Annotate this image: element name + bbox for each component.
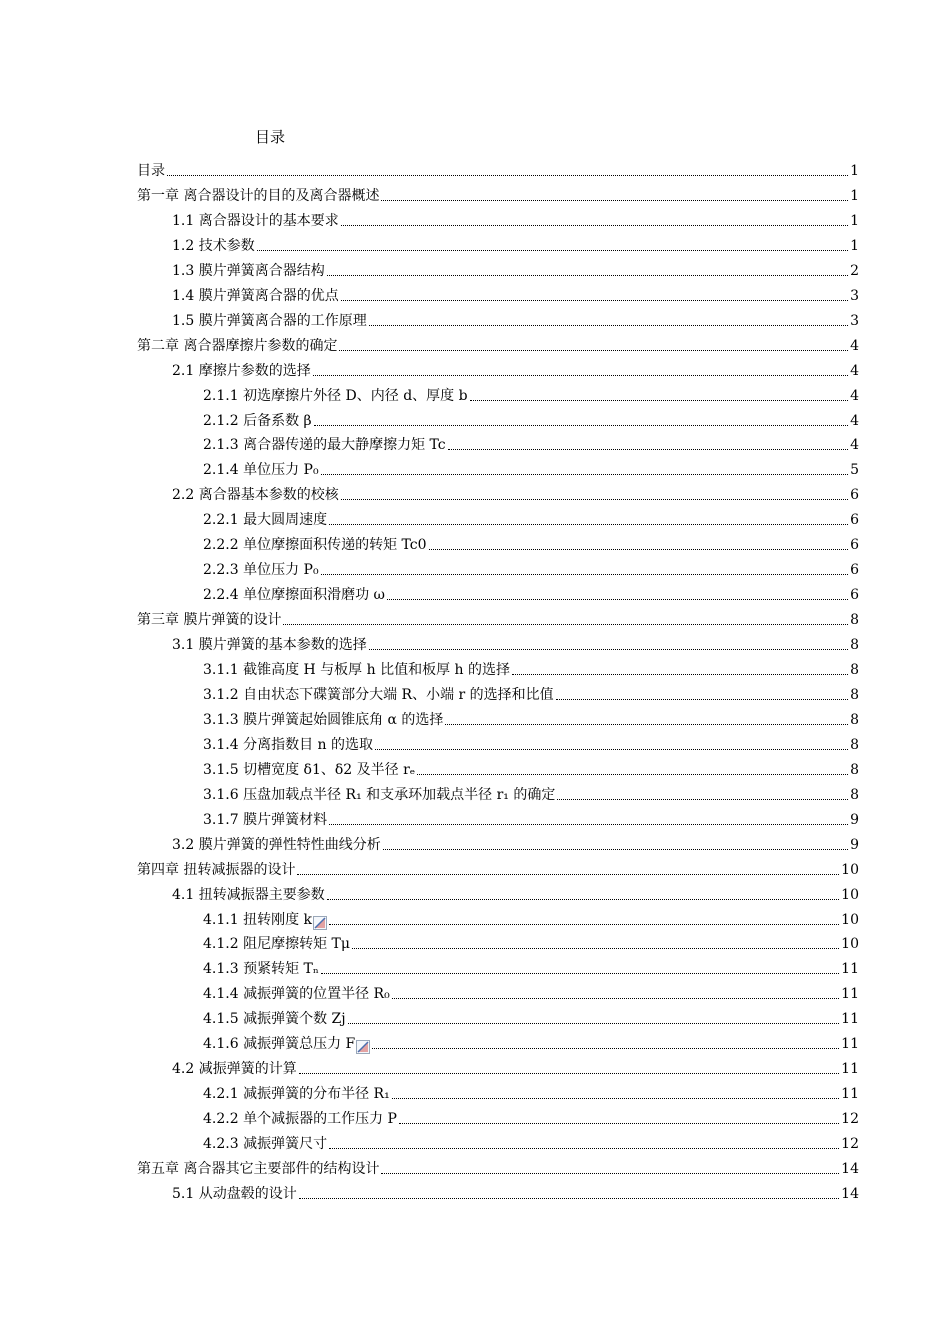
toc-entry[interactable] (203, 810, 859, 830)
toc-entry-label: 2.1 摩擦片参数的选择 (172, 362, 311, 379)
toc-entry[interactable] (137, 1159, 859, 1179)
toc-entry[interactable] (203, 934, 859, 954)
toc-entry[interactable] (137, 860, 859, 880)
dot-leader (327, 275, 848, 276)
toc-entry-label: 5.1 从动盘毂的设计 (172, 1185, 297, 1202)
toc-entry[interactable] (203, 1109, 859, 1129)
toc-entry-label: 4.2.1 减振弹簧的分布半径 R₁ (203, 1086, 390, 1103)
toc-entry[interactable] (203, 535, 859, 555)
toc-entry-page-number: 6 (850, 487, 859, 504)
formula-image-icon (356, 1040, 370, 1054)
toc-entry[interactable] (172, 286, 859, 306)
toc-entry[interactable] (203, 660, 859, 680)
toc-entry[interactable] (203, 411, 859, 431)
toc-entry[interactable] (203, 735, 859, 755)
toc-entry-page-number: 4 (850, 387, 859, 404)
dot-leader (392, 998, 839, 999)
toc-entry-label: 3.1.6 压盘加载点半径 R₁ 和支承环加载点半径 r₁ 的确定 (203, 786, 556, 803)
toc-entry-label: 1.1 离合器设计的基本要求 (172, 212, 339, 229)
toc-entry-label: 1.3 膜片弹簧离合器结构 (172, 262, 325, 279)
toc-entry-page-number: 11 (841, 1036, 859, 1053)
dot-leader (339, 350, 848, 351)
toc-entry-page-number: 6 (850, 512, 859, 529)
toc-entry-label: 3.2 膜片弹簧的弹性特性曲线分析 (172, 836, 381, 853)
toc-entry[interactable] (203, 1009, 859, 1029)
toc-entry-label: 4.1.2 阻尼摩擦转矩 Tμ (203, 936, 350, 953)
toc-entry-page-number: 8 (850, 786, 859, 803)
dot-leader (369, 325, 848, 326)
dot-leader (257, 250, 848, 251)
toc-entry[interactable] (203, 435, 859, 455)
dot-leader (341, 300, 848, 301)
dot-leader (329, 1148, 839, 1149)
dot-leader (167, 175, 848, 176)
dot-leader (313, 375, 848, 376)
dot-leader (381, 1173, 839, 1174)
toc-entry[interactable] (172, 211, 859, 231)
dot-leader (341, 225, 848, 226)
dot-leader (399, 1123, 839, 1124)
toc-entry-page-number: 4 (850, 362, 859, 379)
toc-entry[interactable] (203, 910, 859, 930)
toc-entry-label: 第一章 离合器设计的目的及离合器概述 (137, 187, 380, 204)
toc-entry-page-number: 10 (841, 861, 859, 878)
dot-leader (369, 649, 848, 650)
toc-entry-label: 第五章 离合器其它主要部件的结构设计 (137, 1161, 380, 1177)
toc-entry-label: 1.2 技术参数 (172, 237, 255, 254)
toc-entry-label: 第三章 膜片弹簧的设计 (137, 612, 282, 629)
toc-entry[interactable] (137, 610, 859, 630)
toc-entry-page-number: 11 (841, 1061, 859, 1078)
toc-entry-page-number: 10 (841, 936, 859, 953)
toc-entry-page-number: 1 (850, 212, 859, 229)
toc-entry-page-number: 1 (850, 237, 859, 254)
toc-entry[interactable] (203, 959, 859, 979)
dot-leader (470, 400, 849, 401)
toc-entry-label: 2.2.2 单位摩擦面积传递的转矩 Tc0 (203, 537, 427, 554)
dot-leader (348, 1023, 840, 1024)
toc-entry-page-number: 3 (850, 287, 859, 304)
dot-leader (321, 973, 839, 974)
dot-leader (557, 799, 848, 800)
toc-entry-page-number: 8 (850, 711, 859, 728)
toc-entry-label: 2.2 离合器基本参数的校核 (172, 487, 339, 504)
toc-entry-page-number: 6 (850, 587, 859, 604)
toc-entry-page-number: 12 (841, 1111, 859, 1128)
toc-entry[interactable] (203, 685, 859, 705)
toc-entry[interactable] (137, 186, 859, 206)
toc-entry-label: 2.1.3 离合器传递的最大静摩擦力矩 Tc (203, 437, 446, 454)
toc-entry-page-number: 9 (850, 811, 859, 828)
dot-leader (387, 599, 848, 600)
toc-entry-page-number: 11 (841, 1086, 859, 1103)
toc-entry[interactable] (172, 311, 859, 331)
toc-entry-label: 4.2.3 减振弹簧尺寸 (203, 1136, 328, 1152)
toc-entry[interactable] (203, 585, 859, 605)
dot-leader (392, 1098, 839, 1099)
dot-leader (512, 674, 848, 675)
toc-entry-label: 1.5 膜片弹簧离合器的工作原理 (172, 312, 367, 329)
dot-leader (299, 1198, 839, 1199)
toc-entry-page-number: 1 (850, 163, 859, 179)
toc-entry-page-number: 6 (850, 562, 859, 579)
dot-leader (341, 499, 848, 500)
toc-entry-label: 3.1.7 膜片弹簧材料 (203, 811, 328, 828)
toc-entry[interactable] (203, 984, 859, 1004)
toc-entry-page-number: 4 (850, 412, 859, 429)
toc-entry-label: 3.1.3 膜片弹簧起始圆锥底角 α 的选择 (203, 711, 444, 728)
dot-leader (321, 574, 849, 575)
toc-entry-label: 4.1.6 减振弹簧总压力 F (203, 1036, 356, 1053)
toc-entry-label: 目录 (137, 163, 165, 179)
toc-entry-page-number: 4 (850, 337, 859, 354)
toc-entry[interactable] (203, 760, 859, 780)
toc-entry-label: 4.1.5 减振弹簧个数 Zj (203, 1011, 346, 1028)
toc-entry-label: 2.1.1 初选摩擦片外径 D、内径 d、厚度 b (203, 387, 468, 404)
dot-leader (445, 724, 848, 725)
toc-entry-page-number: 8 (850, 662, 859, 678)
toc-entry-label: 2.2.3 单位压力 P₀ (203, 562, 319, 579)
dot-leader (556, 699, 848, 700)
toc-title: 目录 (255, 128, 286, 146)
toc-entry-page-number: 8 (850, 761, 859, 778)
toc-entry-label: 4.1.4 减振弹簧的位置半径 R₀ (203, 986, 390, 1003)
toc-entry-page-number: 5 (850, 462, 859, 479)
toc-entry[interactable] (203, 510, 859, 530)
toc-entry[interactable] (172, 261, 859, 281)
toc-entry-page-number: 8 (850, 612, 859, 629)
toc-entry-page-number: 8 (850, 637, 859, 653)
toc-entry[interactable] (203, 560, 859, 580)
toc-entry[interactable] (203, 785, 859, 805)
toc-entry-label: 4.2 减振弹簧的计算 (172, 1061, 297, 1078)
toc-entry[interactable] (137, 336, 859, 356)
dot-leader (352, 948, 839, 949)
dot-leader (299, 1073, 839, 1074)
toc-entry-label: 3.1 膜片弹簧的基本参数的选择 (172, 637, 367, 653)
dot-leader (375, 749, 848, 750)
dot-leader (329, 824, 848, 825)
toc-entry-page-number: 3 (850, 312, 859, 329)
toc-entry-page-number: 10 (841, 886, 859, 903)
toc-entry-page-number: 9 (850, 836, 859, 853)
toc-entry[interactable] (172, 485, 859, 505)
dot-leader (448, 449, 848, 450)
toc-entry[interactable] (172, 885, 859, 905)
toc-entry-page-number: 14 (841, 1185, 859, 1202)
toc-entry-page-number: 6 (850, 537, 859, 554)
dot-leader (314, 425, 848, 426)
toc-entry-page-number: 8 (850, 736, 859, 753)
toc-entry-page-number: 11 (841, 986, 859, 1003)
toc-entry-label: 4.1.1 扭转刚度 k (203, 911, 313, 928)
toc-entry[interactable] (172, 835, 859, 855)
toc-entry-page-number: 8 (850, 686, 859, 703)
toc-entry-label: 第四章 扭转减振器的设计 (137, 861, 296, 878)
toc-entry-label: 3.1.2 自由状态下碟簧部分大端 R、小端 r 的选择和比值 (203, 686, 554, 703)
toc-entry-label: 3.1.1 截锥高度 H 与板厚 h 比值和板厚 h 的选择 (203, 662, 511, 678)
toc-entry-label: 4.2.2 单个减振器的工作压力 P (203, 1111, 397, 1128)
dot-leader (283, 624, 848, 625)
toc-entry[interactable] (203, 1034, 859, 1054)
toc-entry[interactable] (137, 161, 859, 181)
dot-leader (297, 874, 839, 875)
formula-image-icon (313, 916, 327, 930)
toc-entry-label: 4.1 扭转减振器主要参数 (172, 886, 325, 903)
toc-entry-page-number: 11 (841, 1011, 859, 1028)
toc-entry-page-number: 11 (841, 961, 859, 978)
toc-entry-label: 3.1.5 切槽宽度 δ1、δ2 及半径 rₑ (203, 761, 416, 778)
dot-leader (383, 849, 848, 850)
toc-entry-label: 2.1.2 后备系数 β (203, 412, 312, 429)
toc-entry[interactable] (203, 1084, 859, 1104)
dot-leader (321, 474, 849, 475)
toc-entry-label: 2.2.4 单位摩擦面积滑磨功 ω (203, 587, 385, 604)
toc-entry-label: 2.1.4 单位压力 P₀ (203, 462, 319, 479)
toc-entry-label: 3.1.4 分离指数目 n 的选取 (203, 736, 373, 753)
toc-entry[interactable] (203, 1134, 859, 1154)
dot-leader (372, 1048, 839, 1049)
toc-entry[interactable] (172, 635, 859, 655)
dot-leader (329, 924, 839, 925)
dot-leader (429, 549, 849, 550)
dot-leader (327, 899, 839, 900)
toc-entry-page-number: 14 (841, 1161, 859, 1177)
toc-entry[interactable] (203, 710, 859, 730)
toc-entry-label: 第二章 离合器摩擦片参数的确定 (137, 337, 338, 354)
toc-entry-page-number: 12 (841, 1136, 859, 1152)
toc-entry-page-number: 1 (850, 187, 859, 204)
toc-entry[interactable] (172, 1184, 859, 1204)
toc-entry-page-number: 4 (850, 437, 859, 454)
toc-entry-page-number: 2 (850, 262, 859, 279)
toc-entry[interactable] (203, 460, 859, 480)
toc-entry[interactable] (172, 1059, 859, 1079)
toc-entry-label: 1.4 膜片弹簧离合器的优点 (172, 287, 339, 304)
dot-leader (381, 200, 848, 201)
toc-entry[interactable] (172, 236, 859, 256)
dot-leader (329, 524, 848, 525)
toc-entry[interactable] (203, 386, 859, 406)
toc-entry[interactable] (172, 361, 859, 381)
dot-leader (417, 774, 848, 775)
toc-entry-label: 4.1.3 预紧转矩 Tₙ (203, 961, 319, 978)
toc-entry-page-number: 10 (841, 911, 859, 928)
toc-entry-label: 2.2.1 最大圆周速度 (203, 512, 328, 529)
